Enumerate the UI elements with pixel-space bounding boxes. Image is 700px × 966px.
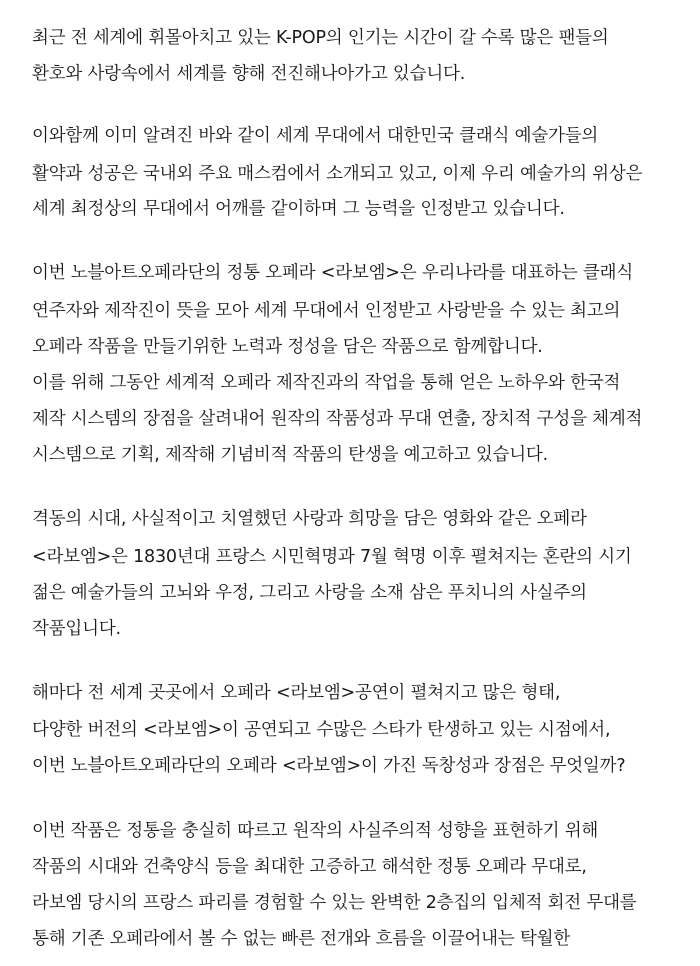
text-line: 연주자와 제작진이 뜻을 모아 세계 무대에서 인정받고 사랑받을 수 있는 최고의	[32, 301, 621, 321]
text-line: 최근 전 세계에 휘몰아치고 있는 K-POP의 인기는 시간이 갈 수록 많은 팬들의	[32, 28, 609, 48]
text-line: 작품의 시대와 건축양식 등을 최대한 고증하고 해석한 정통 오페라 무대로,	[32, 857, 587, 877]
text-line: 이번 노블아트오페라단의 정통 오페라 <라보엠>은 우리나라를 대표하는 클래식	[32, 263, 634, 283]
text-line: 제작 시스템의 장점을 살려내어 원작의 작품성과 무대 연출, 장치적 구성을 체계적	[32, 409, 643, 429]
text-line: 환호와 사랑속에서 세계를 향해 전진해나아가고 있습니다.	[32, 64, 466, 84]
text-line: 작품입니다.	[32, 619, 121, 639]
text-line: <라보엠>은 1830년대 프랑스 시민혁명과 7월 혁명 이후 펼쳐지는 혼란의 시기	[32, 547, 632, 567]
text-line: 시스템으로 기획, 제작해 기념비적 작품의 탄생을 예고하고 있습니다.	[32, 445, 549, 465]
text-line: 세계 최정상의 무대에서 어깨를 같이하며 그 능력을 인정받고 있습니다.	[32, 199, 565, 219]
text-line: 이번 작품은 정통을 충실히 따르고 원작의 사실주의적 성향을 표현하기 위해	[32, 821, 599, 841]
text-line: 통해 기존 오페라에서 볼 수 없는 빠른 전개와 흐름을 이끌어내는 탁월한	[32, 929, 571, 949]
text-line: 라보엠 당시의 프랑스 파리를 경험할 수 있는 완벽한 2층집의 입체적 회전 무대를	[32, 893, 637, 913]
text-line: 격동의 시대, 사실적이고 치열했던 사랑과 희망을 담은 영화와 같은 오페라	[32, 509, 587, 529]
text-line: 다양한 버전의 <라보엠>이 공연되고 수많은 스타가 탄생하고 있는 시점에서,	[32, 720, 611, 740]
text-line: 이를 위해 그동안 세계적 오페라 제작진과의 작업을 통해 얻은 노하우와 한국적	[32, 373, 621, 393]
text-line: 오페라 작품을 만들기위한 노력과 정성을 담은 작품으로 함께합니다.	[32, 337, 543, 357]
text-line: 활약과 성공은 국내외 주요 매스컴에서 소개되고 있고, 이제 우리 예술가의 위상은	[32, 164, 643, 184]
text-line: 이번 노블아트오페라단의 오페라 <라보엠>이 가진 독창성과 장점은 무엇일까?	[32, 756, 626, 776]
text-line: 이와함께 이미 알려진 바와 같이 세계 무대에서 대한민국 클래식 예술가들의	[32, 126, 599, 146]
text-line: 젊은 예술가들의 고뇌와 우정, 그리고 사랑을 소재 삼은 푸치니의 사실주의	[32, 583, 587, 603]
text-line: 해마다 전 세계 곳곳에서 오페라 <라보엠>공연이 펼쳐지고 많은 형태,	[32, 683, 561, 703]
